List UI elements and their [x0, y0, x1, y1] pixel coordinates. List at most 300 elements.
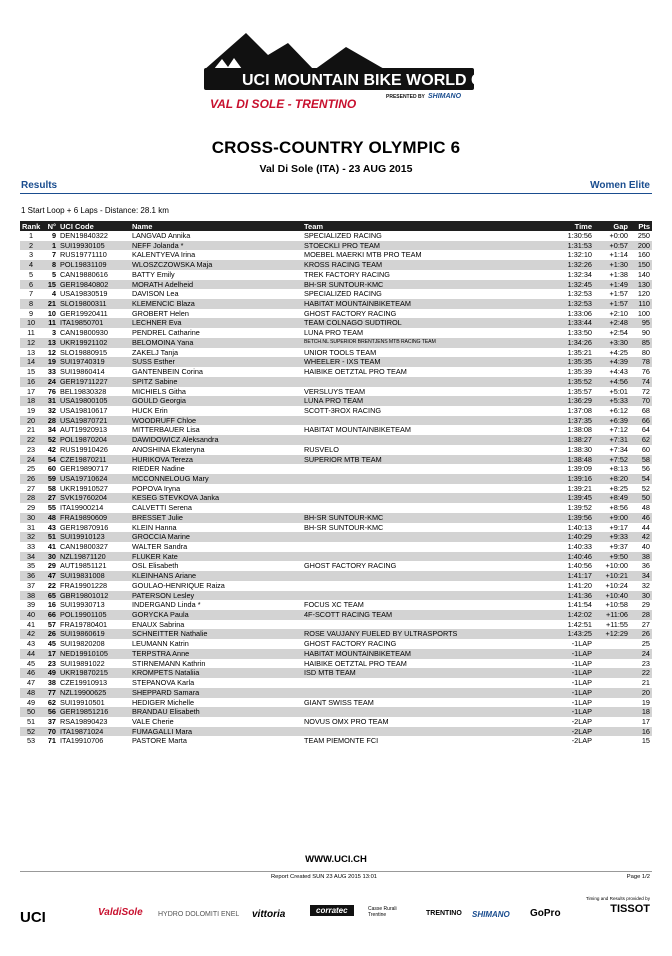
- gap-cell: +1:14: [609, 250, 628, 260]
- points-cell: 44: [641, 522, 650, 532]
- footer-divider: [20, 871, 652, 872]
- points-cell: 26: [630, 629, 652, 639]
- bib-number-cell: 17: [42, 649, 58, 659]
- col-time: Time: [534, 221, 594, 231]
- series-title: UCI MOUNTAIN BIKE WORLD CUP: [242, 72, 505, 89]
- table-row: [20, 698, 652, 708]
- rider-name-cell: LECHNER Eva: [130, 318, 302, 328]
- table-row: [20, 377, 652, 387]
- uci-code-cell: FRA19780401: [60, 619, 108, 629]
- table-row: [20, 396, 652, 406]
- team-cell: ROSE VAUJANY FUELED BY ULTRASPORTS: [302, 629, 534, 639]
- gap-cell: [594, 678, 630, 688]
- table-row: [20, 639, 652, 649]
- rank-cell: 22: [20, 435, 42, 445]
- rank-cell: 30: [20, 513, 42, 523]
- team-cell: ISD MTB TEAM: [302, 668, 534, 678]
- points-cell: 58: [630, 455, 652, 465]
- rank-cell: 14: [20, 357, 42, 367]
- uci-code-cell: POL19901105: [58, 610, 130, 620]
- table-row: [20, 464, 652, 474]
- time-cell: 1:32:34: [567, 269, 592, 279]
- uci-code-cell: USA19800105: [58, 396, 130, 406]
- rank-cell: 5: [28, 269, 34, 279]
- uci-code-cell: FRA19901228: [60, 580, 108, 590]
- time-cell: 1:40:46: [534, 552, 594, 562]
- rider-name-cell: RIEDER Nadine: [132, 464, 185, 474]
- points-cell: 56: [641, 464, 650, 474]
- rider-name-cell: GORYCKA Paula: [130, 610, 302, 620]
- uci-code-cell: AUT19920913: [60, 425, 108, 435]
- uci-code-cell: CZE19910913: [60, 678, 108, 688]
- points-cell: 150: [630, 260, 652, 270]
- bib-number-cell: 3: [51, 328, 56, 338]
- time-cell: -1LAP: [534, 707, 594, 717]
- bib-number-cell: 16: [47, 600, 56, 610]
- table-row: [20, 328, 652, 338]
- table-row: [20, 406, 652, 416]
- tissot-logo: TISSOT: [610, 903, 650, 915]
- rider-name-cell: HUCK Erin: [132, 405, 168, 415]
- rider-name-cell: BRESSET Julie: [130, 513, 302, 523]
- gap-cell: [594, 736, 630, 746]
- bib-number-cell: 10: [47, 308, 56, 318]
- team-cell: TEAM PIEMONTE FCI: [304, 736, 379, 746]
- team-cell: SCOTT-3ROX RACING: [304, 405, 382, 415]
- points-cell: 85: [630, 338, 652, 348]
- uci-code-cell: USA19830519: [60, 289, 108, 299]
- gap-cell: [594, 668, 630, 678]
- time-cell: 1:33:06: [567, 308, 592, 318]
- uci-code-cell: RUS19910426: [60, 444, 108, 454]
- bib-number-cell: 77: [42, 688, 58, 698]
- table-row: [20, 620, 652, 630]
- uci-code-cell: SUI19831008: [58, 571, 130, 581]
- team-cell: FOCUS XC TEAM: [304, 600, 364, 610]
- gap-cell: +1:38: [609, 269, 628, 279]
- rider-name-cell: DAVISON Lea: [132, 289, 179, 299]
- team-cell: [302, 727, 534, 737]
- team-cell: [302, 484, 534, 494]
- rider-name-cell: SPITZ Sabine: [130, 377, 302, 387]
- gap-cell: [594, 717, 630, 727]
- rider-name-cell: SUSS Esther: [130, 357, 302, 367]
- rider-name-cell: WLOSZCZOWSKA Maja: [130, 260, 302, 270]
- team-cell: [302, 542, 534, 552]
- gap-cell: +10:21: [594, 571, 630, 581]
- table-row: [20, 474, 652, 484]
- rider-name-cell: DAWIDOWICZ Aleksandra: [130, 435, 302, 445]
- bib-number-cell: 27: [42, 493, 58, 503]
- gap-cell: +8:13: [609, 464, 628, 474]
- time-cell: 1:42:02: [534, 610, 594, 620]
- time-cell: 1:35:35: [534, 357, 594, 367]
- team-cell: 4F-SCOTT RACING TEAM: [302, 610, 534, 620]
- bib-number-cell: 45: [47, 639, 56, 649]
- rider-name-cell: TERPSTRA Anne: [130, 649, 302, 659]
- team-cell: WHEELER - IXS TEAM: [302, 357, 534, 367]
- bib-number-cell: 62: [47, 697, 56, 707]
- team-cell: GHOST FACTORY RACING: [304, 308, 397, 318]
- report-created: Report Created SUN 23 AUG 2015 13:01: [271, 874, 378, 880]
- table-row: [20, 289, 652, 299]
- time-cell: 1:32:10: [567, 250, 592, 260]
- rank-cell: 27: [26, 483, 36, 493]
- points-cell: 36: [641, 561, 650, 571]
- points-cell: 34: [630, 571, 652, 581]
- table-row: [20, 717, 652, 727]
- presented-by: PRESENTED BY: [386, 94, 425, 100]
- bib-number-cell: 1: [42, 241, 58, 251]
- team-cell: [302, 688, 534, 698]
- table-row: [20, 309, 652, 319]
- rank-cell: 53: [26, 736, 36, 746]
- bib-number-cell: 66: [42, 610, 58, 620]
- time-cell: 1:33:50: [567, 328, 592, 338]
- gap-cell: [594, 727, 630, 737]
- uci-code-cell: USA19810617: [60, 405, 108, 415]
- table-row: [20, 387, 652, 397]
- team-cell: MOEBEL MAERKI MTB PRO TEAM: [304, 250, 422, 260]
- rider-name-cell: WOODRUFF Chloe: [130, 416, 302, 426]
- points-cell: 78: [630, 357, 652, 367]
- col-name: Name: [130, 221, 302, 231]
- bib-number-cell: 47: [42, 571, 58, 581]
- table-row: [20, 299, 652, 309]
- rider-name-cell: SHEPPARD Samara: [130, 688, 302, 698]
- rank-cell: 29: [26, 503, 36, 513]
- uci-code-cell: SLO19880915: [60, 347, 108, 357]
- rank-cell: 8: [20, 299, 42, 309]
- table-row: [20, 435, 652, 445]
- rank-cell: 20: [20, 416, 42, 426]
- uci-code-cell: SUI19910123: [58, 532, 130, 542]
- uci-code-cell: SVK19760204: [58, 493, 130, 503]
- team-cell: [302, 435, 534, 445]
- sponsor-vittoria: vittoria: [252, 909, 286, 920]
- table-row: [20, 241, 652, 251]
- time-cell: 1:33:44: [534, 318, 594, 328]
- table-row: [20, 493, 652, 503]
- uci-code-cell: USA19710624: [58, 474, 130, 484]
- rider-name-cell: NEFF Jolanda *: [130, 241, 302, 251]
- time-cell: -1LAP: [534, 649, 594, 659]
- bib-number-cell: 38: [47, 678, 56, 688]
- bib-number-cell: 29: [47, 561, 56, 571]
- rank-cell: 48: [20, 688, 42, 698]
- time-cell: 1:35:52: [534, 377, 594, 387]
- rank-cell: 46: [20, 668, 42, 678]
- rank-cell: 3: [28, 250, 34, 260]
- gap-cell: +1:30: [594, 260, 630, 270]
- uci-code-cell: SUI19891022: [60, 658, 105, 668]
- uci-code-cell: CAN19880616: [60, 269, 108, 279]
- gap-cell: +3:30: [594, 338, 630, 348]
- uci-code-cell: ITA19910706: [60, 736, 104, 746]
- rider-name-cell: KLEIN Hanna: [132, 522, 177, 532]
- points-cell: 72: [641, 386, 650, 396]
- sponsor-uci: UCI: [20, 909, 46, 926]
- rank-cell: 1: [28, 231, 34, 240]
- time-cell: 1:42:51: [567, 619, 592, 629]
- uci-code-cell: CAN19800930: [60, 328, 108, 338]
- time-cell: -1LAP: [571, 658, 592, 668]
- points-cell: 32: [641, 580, 650, 590]
- rider-name-cell: BELOMOINA Yana: [130, 338, 302, 348]
- points-cell: 70: [630, 396, 652, 406]
- time-cell: 1:32:26: [534, 260, 594, 270]
- gap-cell: +9:50: [594, 552, 630, 562]
- team-cell: [302, 678, 534, 688]
- sponsor-trentino: TRENTINO: [426, 910, 462, 917]
- gap-cell: +2:54: [609, 328, 628, 338]
- uci-code-cell: SUI19930713: [60, 600, 105, 610]
- team-cell: RUSVELO: [304, 444, 339, 454]
- team-cell: GHOST FACTORY RACING: [304, 561, 397, 571]
- page-number: Page 1/2: [626, 874, 650, 880]
- bib-number-cell: 30: [42, 552, 58, 562]
- points-cell: 80: [641, 347, 650, 357]
- gap-cell: +10:24: [605, 580, 628, 590]
- bib-number-cell: 37: [47, 716, 56, 726]
- table-row: [20, 484, 652, 494]
- bib-number-cell: 12: [47, 347, 56, 357]
- rank-cell: 26: [20, 474, 42, 484]
- time-cell: 1:41:54: [567, 600, 592, 610]
- table-row: [20, 367, 652, 377]
- bib-number-cell: 51: [42, 532, 58, 542]
- time-cell: 1:36:29: [534, 396, 594, 406]
- table-row: [20, 581, 652, 591]
- sponsor-hydro-dolomiti: HYDRO DOLOMITI ENEL: [158, 911, 240, 918]
- rank-cell: 45: [26, 658, 36, 668]
- presenter-shimano: SHIMANO: [428, 93, 462, 100]
- rank-cell: 37: [26, 580, 36, 590]
- bib-number-cell: 54: [42, 455, 58, 465]
- col-gap: Gap: [594, 221, 630, 231]
- points-cell: 22: [630, 668, 652, 678]
- time-cell: 1:35:21: [567, 347, 592, 357]
- gap-cell: +7:34: [609, 444, 628, 454]
- rank-cell: 10: [20, 318, 42, 328]
- uci-code-cell: SUI19930105: [58, 241, 130, 251]
- uci-code-cell: NZL19871120: [58, 552, 130, 562]
- table-row: [20, 707, 652, 717]
- race-info: 1 Start Loop + 6 Laps - Distance: 28.1 km: [21, 206, 169, 215]
- table-row: [20, 532, 652, 542]
- rank-cell: 13: [26, 347, 36, 357]
- gap-cell: +0:00: [609, 231, 628, 240]
- gap-cell: +4:25: [609, 347, 628, 357]
- team-cell: [302, 552, 534, 562]
- team-cell: [302, 532, 534, 542]
- gap-cell: +1:49: [594, 280, 630, 290]
- gap-cell: +4:39: [594, 357, 630, 367]
- rider-name-cell: OSL Elisabeth: [132, 561, 179, 571]
- team-cell: NOVUS OMX PRO TEAM: [304, 716, 389, 726]
- points-cell: 19: [641, 697, 650, 707]
- rider-name-cell: BATTY Emily: [132, 269, 175, 279]
- gap-cell: +10:00: [605, 561, 628, 571]
- col-number: N°: [42, 221, 58, 231]
- rider-name-cell: SCHNEITTER Nathalie: [130, 629, 302, 639]
- rider-name-cell: WALTER Sandra: [132, 542, 188, 551]
- points-cell: 29: [641, 600, 650, 610]
- bib-number-cell: 41: [47, 542, 56, 551]
- time-cell: 1:35:57: [567, 386, 592, 396]
- rider-name-cell: CALVETTI Serena: [132, 503, 192, 513]
- rider-name-cell: STIRNEMANN Kathrin: [132, 658, 206, 668]
- gap-cell: +8:20: [594, 474, 630, 484]
- points-cell: 110: [630, 299, 652, 309]
- uci-code-cell: AUT19851121: [60, 561, 107, 571]
- table-row: [20, 357, 652, 367]
- points-cell: 15: [641, 736, 650, 746]
- uci-code-cell: BEL19830328: [60, 386, 107, 396]
- gap-cell: +5:33: [594, 396, 630, 406]
- uci-code-cell: USA19870721: [58, 416, 130, 426]
- bib-number-cell: 26: [42, 629, 58, 639]
- event-subtitle: Val Di Sole (ITA) - 23 AUG 2015: [259, 163, 413, 175]
- table-header-row: [20, 221, 652, 231]
- rank-cell: 24: [20, 455, 42, 465]
- team-cell: [302, 620, 534, 630]
- rank-cell: 47: [26, 678, 36, 688]
- table-row: [20, 250, 652, 260]
- time-cell: 1:39:21: [567, 483, 592, 493]
- rank-cell: 17: [26, 386, 36, 396]
- bib-number-cell: 13: [42, 338, 58, 348]
- team-cell: [302, 464, 534, 474]
- sponsor-corratec: corratec: [310, 905, 354, 916]
- rider-name-cell: INDERGAND Linda *: [132, 600, 201, 610]
- time-cell: 1:32:45: [534, 280, 594, 290]
- points-cell: 100: [637, 308, 650, 318]
- team-cell: GHOST FACTORY RACING: [304, 639, 397, 649]
- table-row: [20, 688, 652, 698]
- rider-name-cell: STEPANOVA Karla: [132, 678, 195, 688]
- points-cell: 250: [637, 231, 650, 240]
- uci-code-cell: SUI19860619: [58, 629, 130, 639]
- points-cell: 16: [630, 727, 652, 737]
- gap-cell: +5:01: [609, 386, 628, 396]
- col-uci-code: UCI Code: [58, 221, 130, 231]
- uci-code-cell: ITA19871024: [58, 727, 130, 737]
- uci-code-cell: GER19851216: [58, 707, 130, 717]
- rank-cell: 25: [26, 464, 36, 474]
- rank-cell: 44: [20, 649, 42, 659]
- rider-name-cell: ZAKELJ Tanja: [132, 347, 179, 357]
- bib-number-cell: 76: [47, 386, 56, 396]
- table-row: [20, 591, 652, 601]
- sponsor-bar: [20, 900, 652, 930]
- points-cell: 95: [630, 318, 652, 328]
- points-cell: 42: [630, 532, 652, 542]
- rider-name-cell: HURIKOVA Tereza: [130, 455, 302, 465]
- uci-code-cell: UKR19910527: [60, 483, 108, 493]
- team-cell: KROSS RACING TEAM: [302, 260, 534, 270]
- time-cell: 1:39:52: [567, 503, 592, 513]
- bib-number-cell: 59: [42, 474, 58, 484]
- bib-number-cell: 52: [42, 435, 58, 445]
- bib-number-cell: 23: [47, 658, 56, 668]
- table-row: [20, 678, 652, 688]
- gap-cell: [594, 639, 630, 649]
- team-cell: LUNA PRO TEAM: [304, 328, 364, 338]
- points-cell: 160: [637, 250, 650, 260]
- table-row: [20, 270, 652, 280]
- rank-cell: 51: [26, 716, 36, 726]
- points-cell: 48: [641, 503, 650, 513]
- rider-name-cell: GOULD Georgia: [130, 396, 302, 406]
- bib-number-cell: 28: [42, 416, 58, 426]
- website-link[interactable]: WWW.UCI.CH: [305, 854, 367, 865]
- points-cell: 17: [641, 716, 650, 726]
- team-cell: SPECIALIZED RACING: [304, 231, 382, 240]
- rank-cell: 33: [26, 542, 36, 551]
- time-cell: -2LAP: [571, 716, 592, 726]
- uci-code-cell: SUI19740319: [58, 357, 130, 367]
- results-table: [20, 221, 652, 746]
- table-row: [20, 649, 652, 659]
- rank-cell: 50: [20, 707, 42, 717]
- points-cell: 21: [641, 678, 650, 688]
- rider-name-cell: KALENTYEVA Irina: [132, 250, 196, 260]
- time-cell: 1:34:26: [534, 338, 594, 348]
- team-cell: [302, 571, 534, 581]
- rank-cell: 6: [20, 280, 42, 290]
- uci-code-cell: GER19890717: [60, 464, 109, 474]
- points-cell: 90: [641, 328, 650, 338]
- gap-cell: +10:58: [605, 600, 628, 610]
- time-cell: 1:40:13: [567, 522, 592, 532]
- bib-number-cell: 48: [42, 513, 58, 523]
- points-cell: 68: [641, 405, 650, 415]
- rider-name-cell: LANGVAD Annika: [132, 231, 191, 240]
- bib-number-cell: 9: [51, 231, 56, 240]
- rider-name-cell: PENDREL Catharine: [132, 328, 200, 338]
- table-row: [20, 561, 652, 571]
- table-row: [20, 659, 652, 669]
- team-cell: TREK FACTORY RACING: [304, 269, 390, 279]
- gap-cell: +1:57: [609, 289, 628, 299]
- col-team: Team: [302, 221, 534, 231]
- rider-name-cell: MCCONNELOUG Mary: [130, 474, 302, 484]
- table-row: [20, 416, 652, 426]
- time-cell: -2LAP: [534, 727, 594, 737]
- rider-name-cell: POPOVA Iryna: [132, 483, 181, 493]
- time-cell: 1:31:53: [534, 241, 594, 251]
- rank-cell: 18: [20, 396, 42, 406]
- points-cell: 52: [641, 483, 650, 493]
- bib-number-cell: 60: [47, 464, 56, 474]
- team-cell: [302, 493, 534, 503]
- uci-code-cell: SUI19860414: [60, 367, 105, 377]
- sponsor-valdisole: ValdiSole: [98, 907, 143, 918]
- time-cell: 1:41:20: [567, 580, 592, 590]
- points-cell: 30: [630, 591, 652, 601]
- team-cell: GIANT SWISS TEAM: [304, 697, 374, 707]
- sponsor-shimano: SHIMANO: [472, 910, 510, 919]
- team-cell: BETCH.NL SUPERIOR BRENTJENS MTB RACING TEAM: [302, 338, 534, 348]
- rank-cell: 21: [26, 425, 36, 435]
- table-row: [20, 260, 652, 270]
- gap-cell: +12:29: [594, 629, 630, 639]
- bib-number-cell: 71: [47, 736, 56, 746]
- bib-number-cell: 15: [42, 280, 58, 290]
- rider-name-cell: ANOSHINA Ekateryna: [132, 444, 205, 454]
- time-cell: 1:30:56: [567, 231, 592, 240]
